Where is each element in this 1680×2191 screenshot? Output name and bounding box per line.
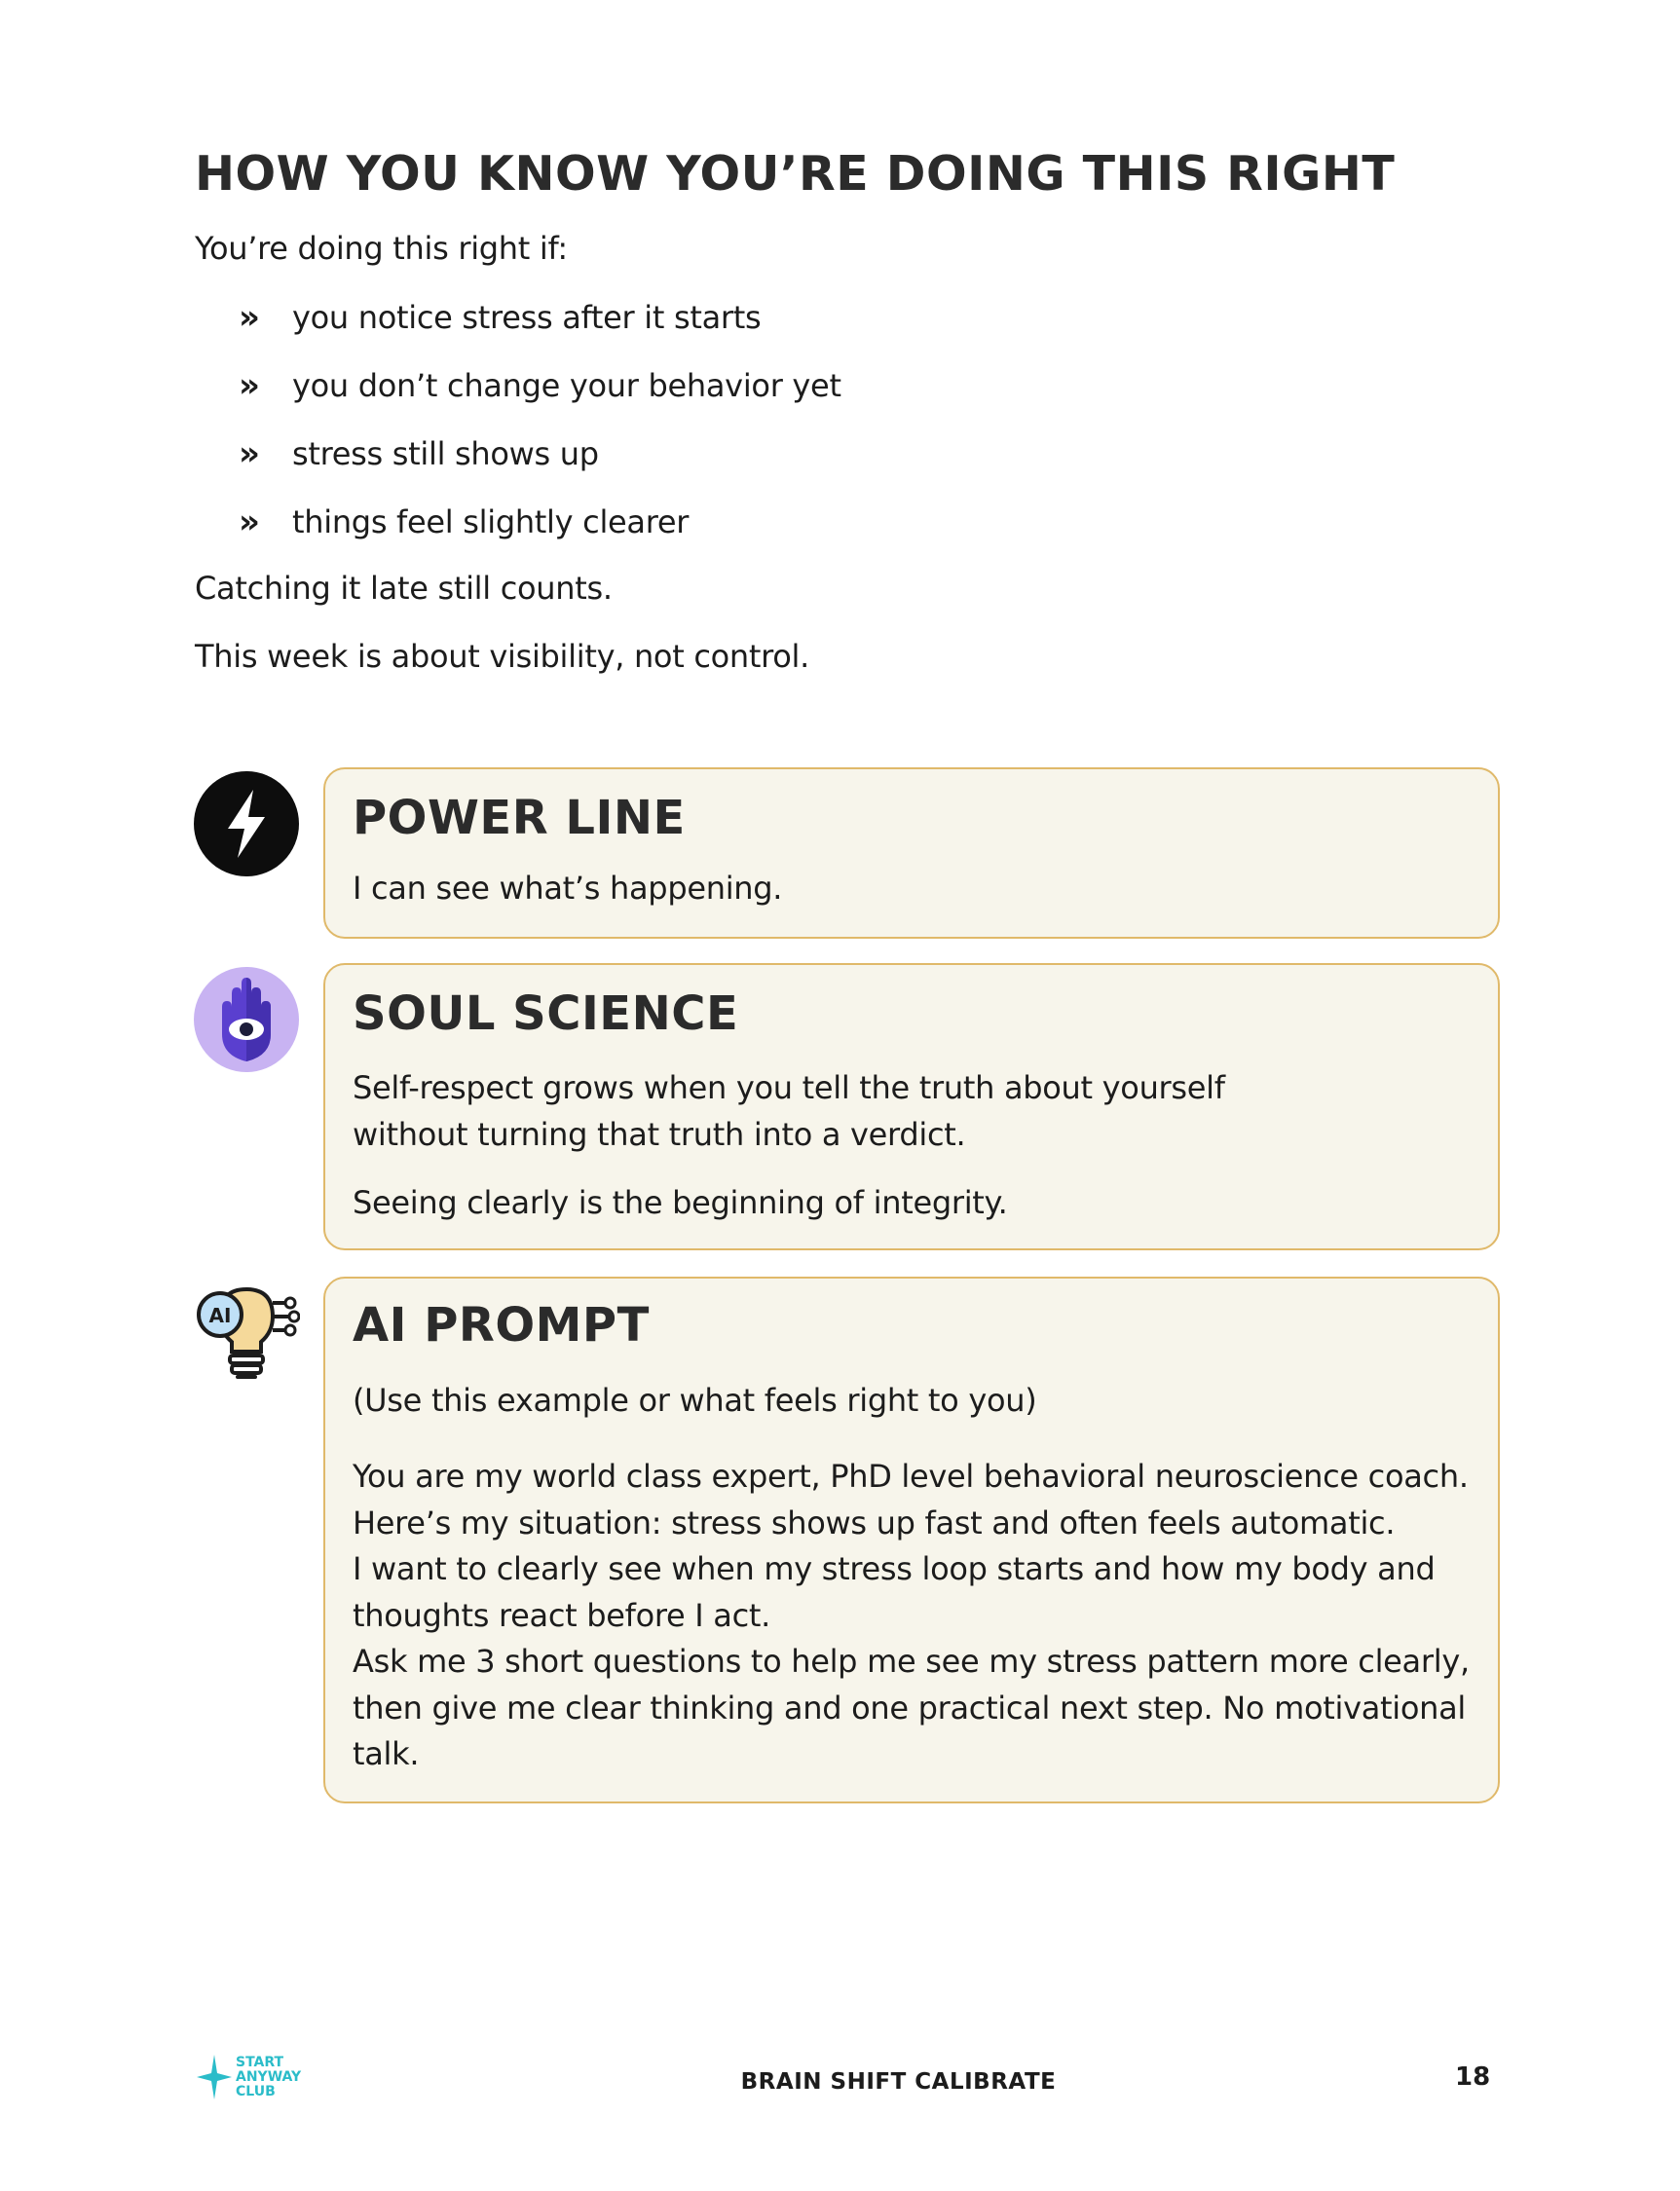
power-line-text: I can see what’s happening. [353, 870, 783, 907]
lightning-bolt-icon [193, 770, 300, 877]
ai-prompt-line: thoughts react before I act. [353, 1597, 771, 1634]
power-line-title: POWER LINE [353, 791, 686, 845]
bullet-chevron-icon: » [239, 502, 260, 541]
checklist [239, 295, 841, 568]
footer-title [0, 2069, 1680, 2095]
bullet-chevron-icon: » [239, 298, 260, 337]
logo-line: CLUB [236, 2083, 276, 2099]
list-item-text: things feel slightly clearer [292, 503, 690, 540]
list-item [239, 500, 841, 568]
list-item-text: you don’t change your behavior yet [292, 367, 841, 404]
ai-prompt-line: I want to clearly see when my stress loop starts and how my body and [353, 1550, 1436, 1587]
ai-lightbulb-icon [193, 1280, 300, 1389]
soul-science-title: SOUL SCIENCE [353, 986, 739, 1041]
list-item-text: you notice stress after it starts [292, 299, 762, 336]
soul-science-closing: Seeing clearly is the beginning of integrity. [353, 1184, 1008, 1221]
power-line-card [323, 767, 1500, 939]
intro-text: You’re doing this right if: [195, 230, 568, 267]
soul-science-text: without turning that truth into a verdict. [353, 1116, 966, 1153]
ai-prompt-line: talk. [353, 1735, 420, 1772]
hamsa-eye-icon [193, 966, 300, 1073]
page-title: HOW YOU KNOW YOU’RE DOING THIS RIGHT [195, 146, 1396, 202]
list-item [239, 431, 841, 500]
ai-prompt-line: You are my world class expert, PhD level behavioral neuroscience coach. [353, 1458, 1469, 1495]
bullet-chevron-icon: » [239, 434, 260, 473]
soul-science-card [323, 963, 1500, 1250]
soul-science-text: Self-respect grows when you tell the truth about yourself [353, 1069, 1225, 1106]
logo-line: ANYWAY [236, 2068, 302, 2085]
logo-line: START [236, 2054, 284, 2070]
list-item [239, 363, 841, 431]
ai-prompt-line: Ask me 3 short questions to help me see my stress pattern more clearly, [353, 1643, 1470, 1680]
closing-text: Catching it late still counts. [195, 570, 613, 607]
closing-text: This week is about visibility, not control. [195, 638, 810, 675]
ai-prompt-line: Here’s my situation: stress shows up fast and often feels automatic. [353, 1504, 1396, 1541]
ai-prompt-line: then give me clear thinking and one practical next step. No motivational [353, 1690, 1467, 1727]
page-number: 18 [1455, 2062, 1491, 2092]
bullet-chevron-icon: » [239, 366, 260, 405]
svg-text:AI: AI [208, 1304, 232, 1327]
footer-title-text: BRAIN SHIFT CALIBRATE [740, 2069, 1057, 2095]
list-item-text: stress still shows up [292, 435, 599, 472]
ai-prompt-subtitle: (Use this example or what feels right to you) [353, 1382, 1037, 1419]
ai-prompt-card [323, 1277, 1500, 1803]
ai-prompt-title: AI PROMPT [353, 1298, 650, 1353]
list-item [239, 295, 841, 363]
